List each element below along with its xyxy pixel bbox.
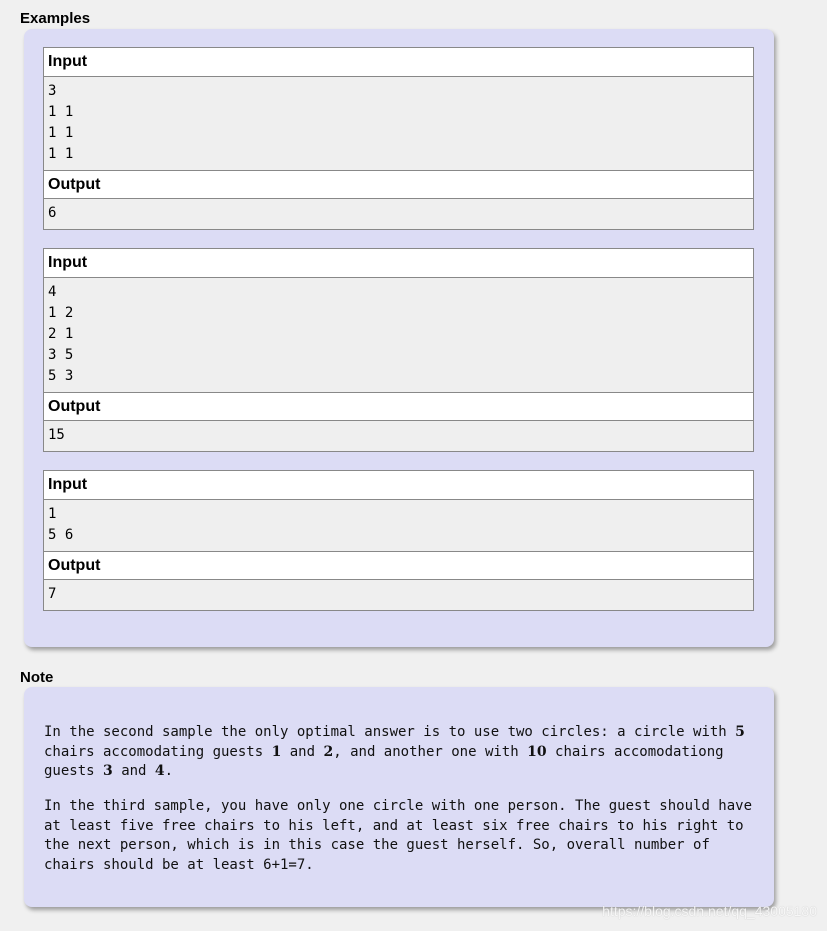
note-number: 3 [103, 763, 113, 779]
sample-2-input-label: Input [44, 249, 753, 278]
note-text-run: chairs accomodating guests [44, 743, 272, 760]
note-text-run: chairs accomodationg guests [44, 743, 724, 779]
input-line: 5 3 [48, 368, 74, 384]
sample-2-output-label: Output [44, 392, 753, 421]
sample-3-output-label: Output [44, 551, 753, 580]
sample-1-output[interactable] [44, 199, 753, 229]
sample-1 [43, 47, 754, 230]
note-paragraph-1 [44, 723, 756, 782]
note-number: 1 [271, 743, 282, 760]
sample-2-output[interactable] [44, 421, 753, 451]
input-line: 5 6 [48, 527, 74, 543]
note-text-run: , and another one with [333, 743, 528, 760]
input-line: 1 1 [48, 125, 74, 141]
watermark: https://blog.csdn.net/qq_43005180 [602, 903, 817, 919]
note-title: Note [20, 669, 54, 686]
input-line: 1 2 [48, 305, 74, 321]
examples-title: Examples [20, 10, 91, 27]
note-panel [24, 687, 774, 907]
sample-2-input[interactable] [44, 278, 753, 392]
note-paragraph-2: In the third sample, you have only one circle with one person. The guest should have at least five free chairs to his left, and at least six free chairs to his right to the next person, which is in this case the guest herself. So, overall number of chairs should be at least 6+1=7. [44, 798, 753, 873]
note-text-run: and [112, 763, 155, 779]
note-number: 4 [154, 763, 165, 779]
note-number: 5 [735, 724, 745, 740]
note-text-run: In the second sample the only optimal answer is to use two circles: a circle with [44, 724, 736, 740]
input-line: 2 1 [48, 326, 74, 342]
note-number: 2 [323, 743, 334, 760]
input-line: 1 1 [48, 146, 74, 162]
sample-1-output-label: Output [44, 170, 753, 199]
sample-3-input[interactable] [44, 500, 753, 551]
input-line: 1 [48, 506, 57, 522]
sample-1-input-label: Input [44, 48, 753, 77]
sample-2 [43, 248, 754, 452]
note-text-run: . [164, 763, 174, 779]
output-line: 15 [48, 427, 65, 443]
output-line: 7 [48, 586, 57, 602]
input-line: 1 1 [48, 104, 74, 120]
note-number: 10 [527, 743, 547, 760]
sample-3-output[interactable] [44, 580, 753, 610]
input-line: 3 [48, 83, 57, 99]
sample-1-input[interactable] [44, 77, 753, 170]
sample-3 [43, 470, 754, 611]
output-line: 6 [48, 205, 57, 221]
note-text-run: and [281, 743, 324, 760]
input-line: 4 [48, 284, 57, 300]
sample-3-input-label: Input [44, 471, 753, 500]
examples-panel [24, 29, 774, 647]
input-line: 3 5 [48, 347, 74, 363]
